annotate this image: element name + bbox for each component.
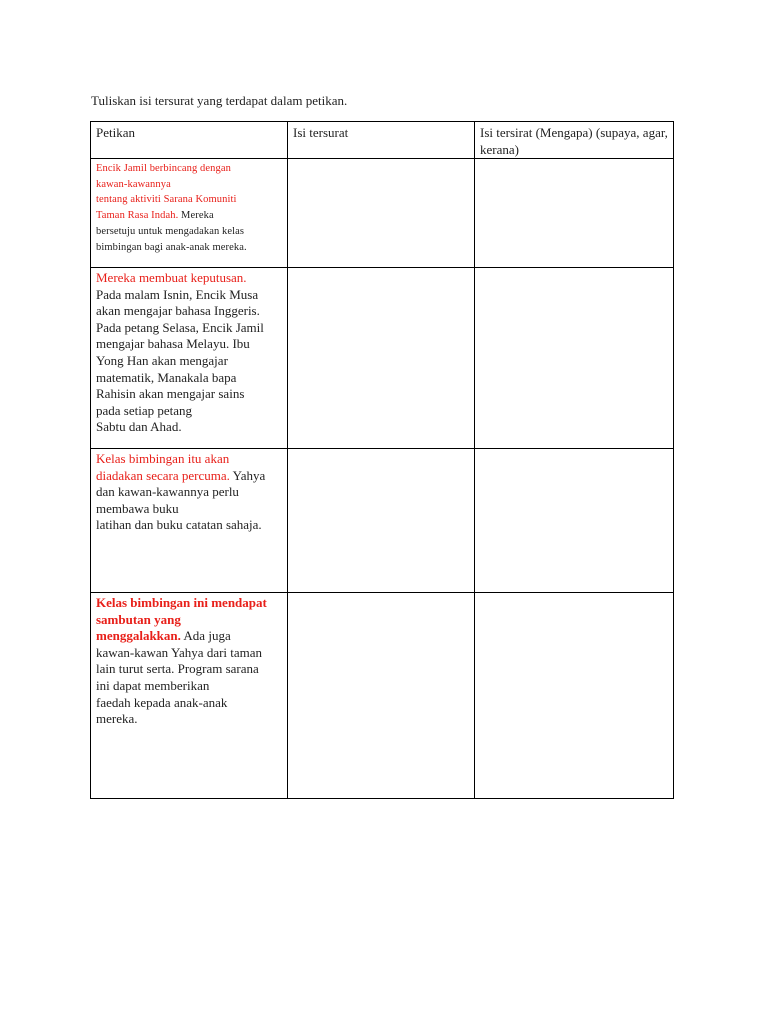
petikan-body: bersetuju untuk mengadakan kelas (96, 225, 245, 237)
petikan-cell (91, 268, 288, 449)
table-row (91, 593, 674, 799)
petikan-cell (91, 593, 288, 799)
petikan-body: Mereka (178, 210, 214, 222)
petikan-body: lain turut serta. Program sarana (96, 661, 259, 677)
petikan-body: Rahisin akan mengajar sains (96, 386, 245, 402)
petikan-body: Yong Han akan mengajar (96, 352, 228, 368)
petikan-text (96, 161, 282, 255)
petikan-highlight: Kelas bimbingan ini mendapat (96, 595, 267, 610)
table-row (91, 268, 674, 449)
petikan-cell (91, 449, 288, 593)
header-isi-tersirat: Isi tersirat (Mengapa) (supaya, agar, kerana) (475, 122, 674, 159)
petikan-body: Pada petang Selasa, Encik Jamil (96, 319, 264, 335)
isi-tersirat-cell[interactable] (475, 449, 674, 593)
petikan-body: bimbingan bagi anak-anak mereka. (96, 241, 247, 253)
petikan-highlight: Taman Rasa Indah. (96, 210, 179, 222)
petikan-highlight: Kelas bimbingan itu akan (96, 451, 230, 466)
petikan-highlight: menggalakkan. (96, 628, 181, 644)
header-isi-tersurat: Isi tersurat (288, 122, 475, 159)
petikan-body: matematik, Manakala bapa (96, 369, 237, 385)
petikan-body: Pada malam Isnin, Encik Musa (96, 286, 259, 302)
header-row (91, 122, 674, 159)
petikan-highlight: Encik Jamil berbincang dengan (96, 163, 231, 174)
isi-tersirat-cell[interactable] (475, 268, 674, 449)
petikan-text (96, 451, 282, 534)
petikan-body: dan kawan-kawannya perlu (96, 484, 239, 500)
table-row (91, 159, 674, 268)
petikan-highlight: kawan-kawannya (96, 178, 171, 190)
isi-tersirat-cell[interactable] (475, 159, 674, 268)
petikan-body: Yahya (229, 467, 266, 483)
isi-tersurat-cell[interactable] (288, 449, 475, 593)
petikan-body: faedah kepada anak-anak (96, 694, 228, 710)
petikan-body: mereka. (96, 711, 138, 727)
petikan-text (96, 595, 282, 728)
worksheet-table (90, 121, 674, 799)
petikan-highlight: sambutan yang (96, 611, 181, 627)
petikan-body: ini dapat memberikan (96, 677, 210, 693)
petikan-body: Sabtu dan Ahad. (96, 419, 182, 435)
petikan-body: latihan dan buku catatan sahaja. (96, 517, 262, 533)
petikan-cell (91, 159, 288, 268)
instruction-text: Tuliskan isi tersurat yang terdapat dalam petikan. (91, 93, 348, 108)
petikan-highlight: Mereka membuat keputusan. (96, 270, 247, 285)
petikan-highlight: tentang aktiviti Sarana Komuniti (96, 194, 237, 206)
isi-tersirat-cell[interactable] (475, 593, 674, 799)
isi-tersurat-cell[interactable] (288, 593, 475, 799)
isi-tersurat-cell[interactable] (288, 268, 475, 449)
header-petikan: Petikan (91, 122, 288, 159)
isi-tersurat-cell[interactable] (288, 159, 475, 268)
petikan-body: mengajar bahasa Melayu. Ibu (96, 336, 250, 352)
petikan-body: akan mengajar bahasa Inggeris. (96, 303, 260, 319)
petikan-text (96, 270, 282, 436)
petikan-highlight: diadakan secara percuma. (96, 467, 230, 483)
table-row (91, 449, 674, 593)
petikan-body: Ada juga (180, 628, 231, 644)
petikan-body: pada setiap petang (96, 402, 193, 418)
petikan-body: kawan-kawan Yahya dari taman (96, 644, 263, 660)
petikan-body: membawa buku (96, 500, 179, 516)
